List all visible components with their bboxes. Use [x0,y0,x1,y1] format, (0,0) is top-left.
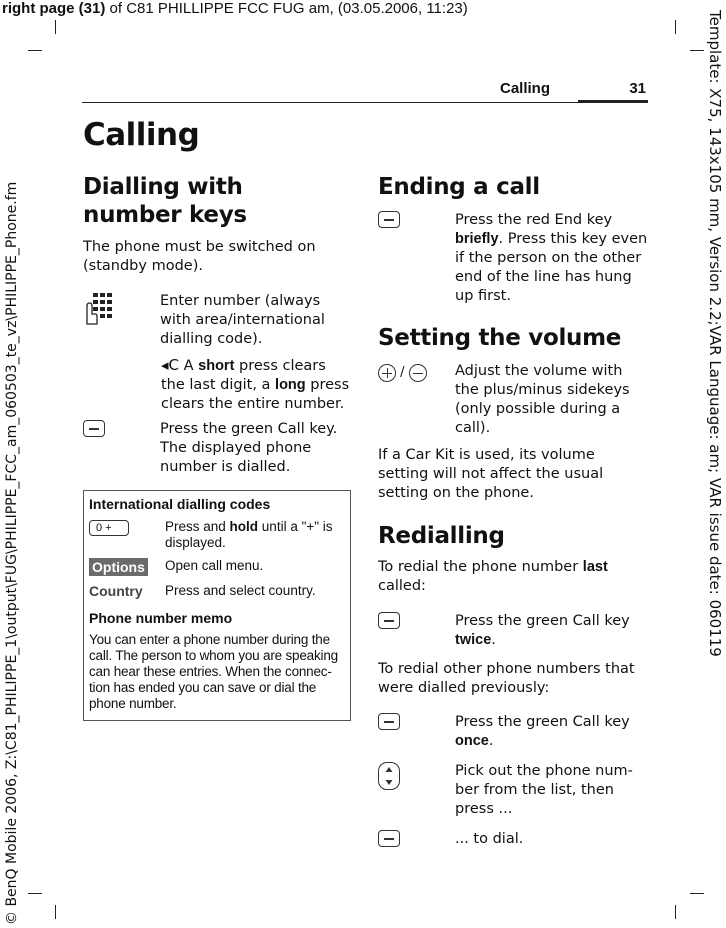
volume-row: / Adjust the volume with the plus/minus sidekeys (only possible during a call). [378,362,648,438]
carkit-note: If a Car Kit is used, its volume setting will not affect the usual setting on the phone. [378,447,604,501]
redial-twice-row: Press the green Call key twice. [378,612,648,650]
call-key-icon [83,420,105,437]
intl-dialling-box [83,490,351,721]
enter-number-row [83,292,351,349]
memo-heading: Phone number memo [89,610,233,626]
memo-text: You can enter a phone number during the call. The person to whom you are speaking can hear these entries. When the connec-tion has ended you can save or dial the phone number. [89,632,338,711]
call-key-icon [378,830,400,847]
redial-intro: To redial the phone number last called: [378,559,608,594]
call-key-icon [378,612,400,629]
page-title: Calling [83,117,200,153]
end-key-row: Press the red End key briefly. Press this key even if the person on the other end of the line has hung up first. [378,211,648,306]
zero-plus-key-icon: 0 + [89,520,129,536]
clear-key-icon: ◂C [161,356,180,374]
redial-once-row: Press the green Call key once. [378,713,648,751]
crop-mark [28,50,42,51]
navigation-key-icon [378,762,400,790]
plus-key-icon [378,364,396,382]
green-key-row [83,420,351,477]
template-info-side: Template: X75, 143x105 mm, Version 2.2;VAR Language: am; VAR issue date: 060119 [706,10,724,657]
crop-mark [55,905,56,919]
section-heading-ending: Ending a call [378,174,540,200]
header-rule [82,102,648,103]
intl-row-options: Options Open call menu. [89,558,344,576]
redial-other-intro: To redial other phone numbers that were dialled previously: [378,661,635,696]
keypad-icon [83,292,115,326]
pick-number-row: Pick out the phone num-ber from the list, then press ... [378,762,648,819]
section-heading-redialling: Redialling [378,523,505,549]
right-column [378,173,648,851]
enter-number-text: Enter number (always with area/international dialling code). [160,293,325,347]
page-number: 31 [629,80,646,97]
clear-text: ◂C A short press clears the last digit, a long press clears the entire number. [161,356,350,412]
crop-mark [675,905,676,919]
green-key-text: Press the green Call key. The displayed phone number is dialled. [160,421,338,475]
call-key-icon [378,713,400,730]
end-key-icon [378,211,400,228]
intl-row-country: Country Press and select country. [89,583,316,599]
print-meta-header: right page (31) of C81 PHILLIPPE FCC FUG am, (03.05.2006, 11:23) [2,0,468,17]
options-softkey: Options [89,558,148,576]
dialling-intro: The phone must be switched on (standby mode). [83,239,316,274]
copyright-path-side: © BenQ Mobile 2006, Z:\C81_PHILIPPE_1\output\FUG\PHILIPPE_FCC_am_060503_te_vz\PHILIPPE_Phone.fm [4,181,20,925]
intl-box-heading: International dialling codes [89,496,271,512]
clear-row [83,356,351,414]
dial-row: ... to dial. [378,830,648,851]
crop-mark [675,20,676,34]
crop-mark [28,893,42,894]
running-head-title: Calling [500,80,551,97]
section-heading-dialling: Dialling with number keys [83,174,247,228]
country-softkey: Country [89,583,143,599]
section-heading-volume: Setting the volume [378,325,622,351]
crop-mark [55,20,56,34]
minus-key-icon [409,364,427,382]
left-column [83,173,351,721]
intl-row-zero: 0 + Press and hold until a "+" is displayed. [89,519,344,551]
header-rule-thick [578,100,648,103]
